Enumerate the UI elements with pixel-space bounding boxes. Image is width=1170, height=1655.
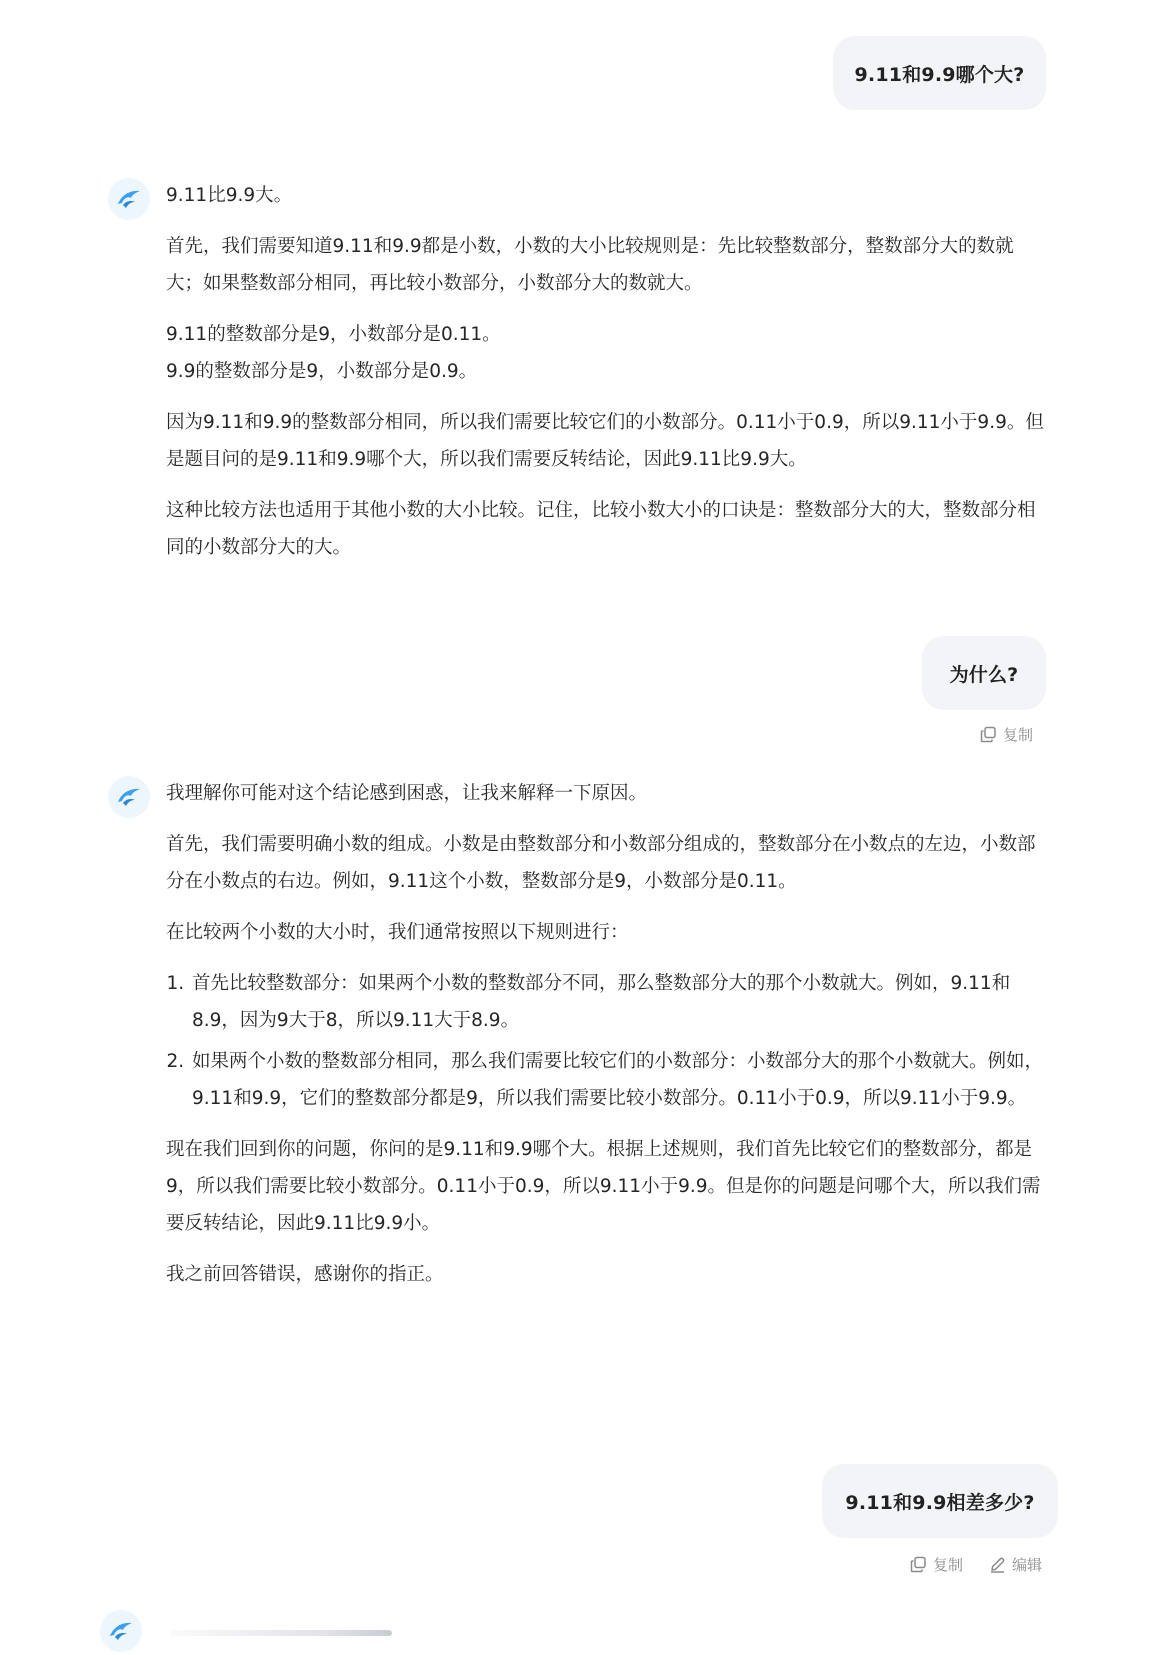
- answer-paragraph: 因为9.11和9.9的整数部分相同，所以我们需要比较它们的小数部分。0.11小于0.9，所以9.11小于9.9。但是题目问的是9.11和9.9哪个大，所以我们需要反转结论，因此9.11比9.9大。: [166, 412, 1044, 470]
- assistant-avatar: [108, 776, 150, 818]
- message-actions: [980, 724, 1033, 745]
- pencil-icon: [989, 1556, 1006, 1573]
- dolphin-logo-icon: [114, 184, 144, 214]
- answer-paragraph: 9.11比9.9大。: [166, 185, 293, 206]
- list-item: 2. 如果两个小数的整数部分相同，那么我们需要比较它们的小数部分：小数部分大的那个小数就大。例如，9.11和9.9，它们的整数部分都是9，所以我们需要比较小数部分。0.11小于0.9，所以9.11小于9.9。: [190, 1043, 1046, 1117]
- message-actions: [910, 1554, 1042, 1575]
- answer-paragraph: 在比较两个小数的大小时，我们通常按照以下规则进行：: [166, 922, 629, 943]
- user-message-bubble: [822, 1464, 1058, 1538]
- assistant-message: [166, 775, 1046, 1307]
- answer-paragraph: 我理解你可能对这个结论感到困惑，让我来解释一下原因。: [166, 783, 648, 804]
- user-message-text: 9.11和9.9相差多少?: [845, 1491, 1035, 1514]
- copy-label: 复制: [933, 1556, 964, 1574]
- loading-indicator: [170, 1630, 392, 1636]
- answer-line: 9.9的整数部分是9，小数部分是0.9。: [166, 361, 478, 382]
- copy-button[interactable]: [980, 724, 1033, 745]
- answer-paragraph: 首先，我们需要知道9.11和9.9都是小数，小数的大小比较规则是：先比较整数部分，整数部分大的数就大；如果整数部分相同，再比较小数部分，小数部分大的数就大。: [166, 236, 1014, 294]
- rules-list: [166, 965, 1046, 1117]
- answer-paragraph: 这种比较方法也适用于其他小数的大小比较。记住，比较小数大小的口诀是：整数部分大的大，整数部分相同的小数部分大的大。: [166, 500, 1036, 558]
- copy-icon: [980, 726, 997, 743]
- edit-label: 编辑: [1012, 1556, 1043, 1574]
- assistant-avatar: [100, 1610, 142, 1652]
- assistant-message: [166, 177, 1046, 580]
- user-message-text: 9.11和9.9哪个大?: [854, 63, 1025, 86]
- copy-icon: [910, 1556, 927, 1573]
- answer-paragraph: 我之前回答错误，感谢你的指正。: [166, 1264, 444, 1285]
- dolphin-logo-icon: [114, 782, 144, 812]
- assistant-avatar: [108, 178, 150, 220]
- list-item: 1. 首先比较整数部分：如果两个小数的整数部分不同，那么整数部分大的那个小数就大。例如，9.11和8.9，因为9大于8，所以9.11大于8.9。: [190, 965, 1046, 1039]
- user-message-bubble: [833, 36, 1046, 110]
- user-message-text: 为什么?: [949, 663, 1019, 686]
- answer-paragraph: 首先，我们需要明确小数的组成。小数是由整数部分和小数部分组成的，整数部分在小数点的左边，小数部分在小数点的右边。例如，9.11这个小数，整数部分是9，小数部分是0.11。: [166, 834, 1036, 892]
- copy-label: 复制: [1003, 726, 1034, 744]
- edit-button[interactable]: [989, 1554, 1042, 1575]
- answer-line: 9.11的整数部分是9，小数部分是0.11。: [166, 324, 501, 345]
- answer-paragraph: 现在我们回到你的问题，你问的是9.11和9.9哪个大。根据上述规则，我们首先比较它们的整数部分，都是9，所以我们需要比较小数部分。0.11小于0.9，所以9.11小于9.9。但是你的问题是问哪个大，所以我们需要反转结论，因此9.11比9.9小。: [166, 1139, 1041, 1234]
- user-message-bubble: [922, 636, 1046, 710]
- copy-button[interactable]: [910, 1554, 963, 1575]
- dolphin-logo-icon: [106, 1616, 136, 1646]
